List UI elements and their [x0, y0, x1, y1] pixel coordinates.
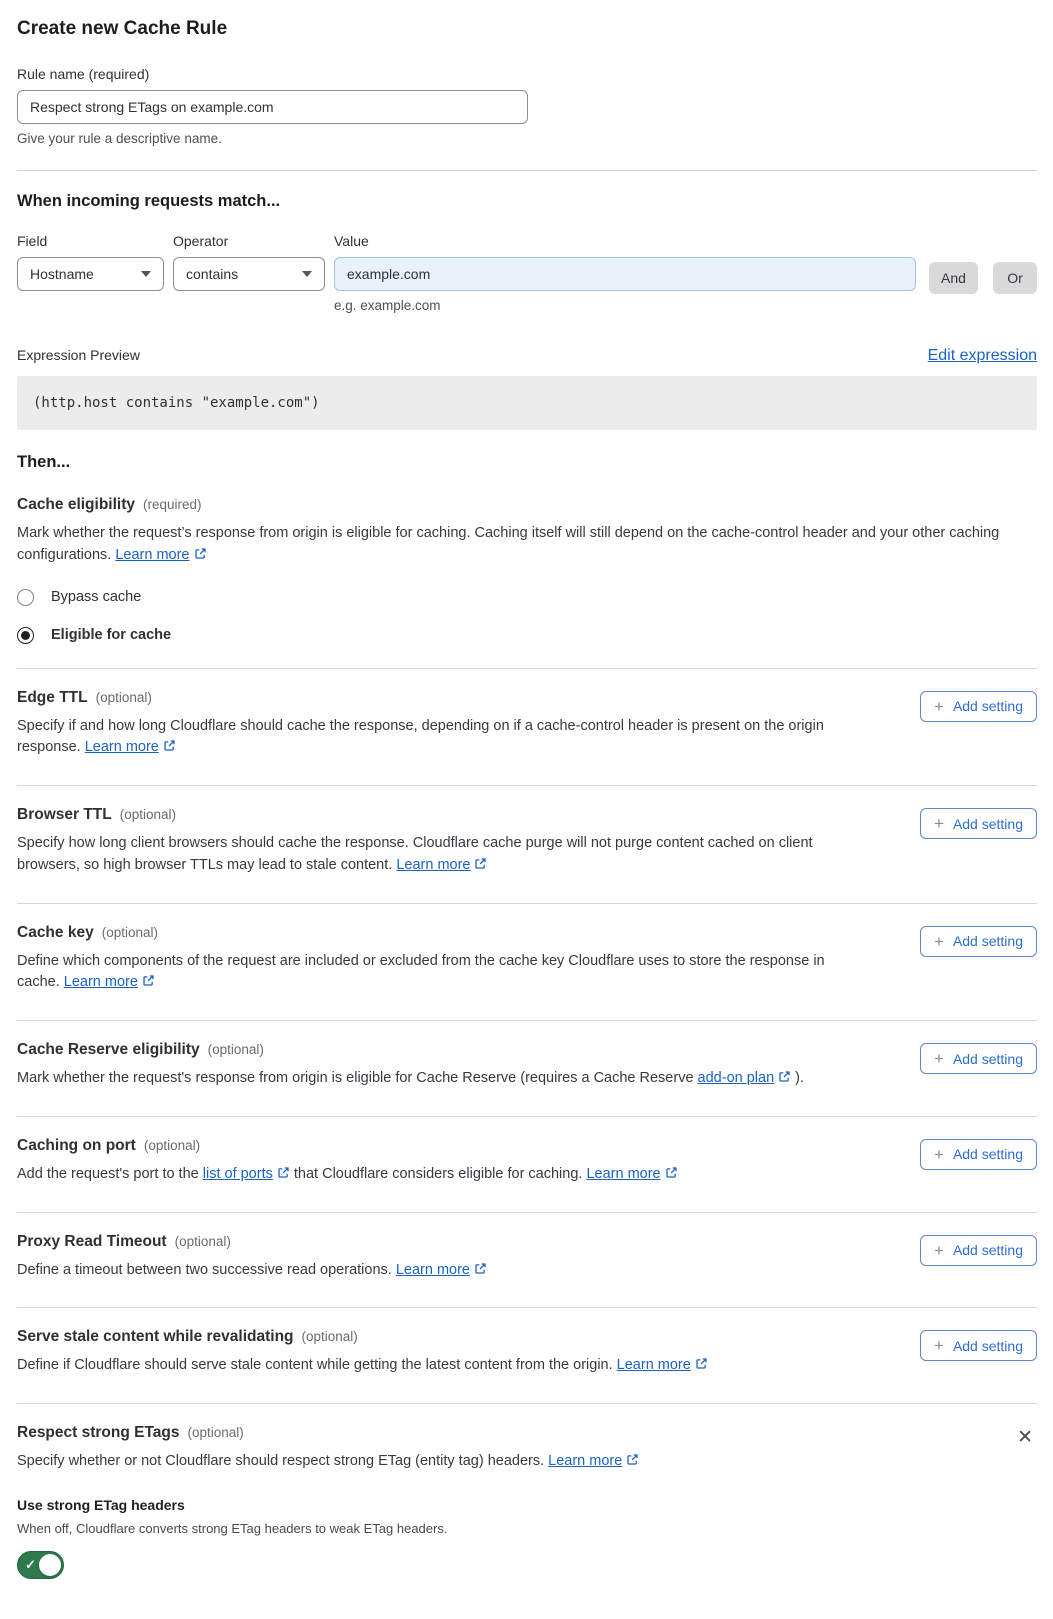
cache-reserve-section: [17, 1021, 1037, 1116]
section-title: Serve stale content while revalidating: [17, 1328, 294, 1346]
section-desc: Specify whether or not Cloudflare should respect strong ETag (entity tag) headers.: [17, 1453, 549, 1469]
edge-ttl-section: [17, 669, 1037, 786]
match-heading: When incoming requests match...: [17, 192, 281, 210]
plus-icon: +: [934, 931, 944, 951]
add-setting-label: Add setting: [952, 1242, 1023, 1258]
add-setting-label: Add setting: [952, 698, 1023, 714]
optional-tag: (optional): [143, 1137, 201, 1153]
add-setting-button[interactable]: [920, 1235, 1037, 1266]
learn-more-link[interactable]: Learn more: [548, 1453, 623, 1469]
match-row: [17, 233, 1037, 313]
radio-label: Bypass cache: [51, 589, 142, 605]
page-title: Create new Cache Rule: [17, 18, 228, 39]
learn-more-link[interactable]: Learn more: [395, 1261, 470, 1278]
optional-tag: (optional): [101, 924, 158, 940]
optional-tag: (optional): [174, 1233, 231, 1249]
section-title: Proxy Read Timeout: [17, 1232, 167, 1250]
section-desc: Define which components of the request are included or excluded from the cache key Cloudflare uses to store the response in cache.: [17, 952, 825, 991]
operator-select[interactable]: [173, 257, 325, 291]
rule-name-helper: Give your rule a descriptive name.: [17, 131, 222, 146]
serve-stale-section: [17, 1308, 1037, 1403]
optional-tag: (optional): [119, 807, 177, 822]
add-on-plan-link[interactable]: add-on plan: [697, 1070, 775, 1086]
external-link-icon: [665, 1165, 678, 1187]
check-icon: ✓: [25, 1556, 36, 1572]
external-link-icon: [163, 738, 176, 760]
field-select-value: Hostname: [30, 266, 94, 282]
rule-name-label: Rule name (required): [17, 66, 150, 82]
optional-tag: (optional): [301, 1329, 358, 1345]
radio-button-icon: [17, 589, 34, 606]
field-label: Field: [17, 233, 48, 249]
external-link-icon: [474, 856, 487, 878]
section-desc: Specify if and how long Cloudflare should cache the response, depending on if a cache-control header is present on the origin response.: [17, 717, 824, 756]
close-icon[interactable]: ✕: [1013, 1426, 1037, 1449]
operator-label: Operator: [173, 233, 229, 249]
section-title: Caching on port: [17, 1136, 136, 1154]
cache-eligibility-section: [17, 496, 1037, 644]
learn-more-link[interactable]: Learn more: [396, 856, 471, 873]
external-link-icon: [778, 1069, 791, 1091]
and-button[interactable]: And: [929, 262, 978, 294]
respect-strong-etags-section: [17, 1404, 1037, 1579]
eligible-for-cache-radio[interactable]: [17, 627, 1037, 644]
plus-icon: +: [934, 814, 944, 833]
learn-more-link[interactable]: Learn more: [63, 974, 138, 991]
section-desc: Add the request's port to the: [17, 1165, 203, 1182]
value-label: Value: [334, 233, 369, 249]
section-desc: Define if Cloudflare should serve stale content while getting the latest content from the origin.: [17, 1357, 617, 1374]
external-link-icon: [695, 1356, 708, 1378]
section-title: Edge TTL: [17, 688, 88, 706]
add-setting-button[interactable]: [920, 1330, 1037, 1361]
learn-more-link[interactable]: Learn more: [616, 1357, 691, 1374]
add-setting-button[interactable]: [920, 1043, 1037, 1074]
optional-tag: (optional): [187, 1425, 244, 1440]
add-setting-button[interactable]: [920, 926, 1037, 957]
learn-more-link[interactable]: Learn more: [84, 739, 159, 756]
plus-icon: +: [934, 1144, 944, 1164]
list-of-ports-link[interactable]: list of ports: [202, 1165, 273, 1182]
chevron-down-icon: [141, 271, 151, 277]
field-select[interactable]: [17, 257, 164, 291]
caching-on-port-section: [17, 1117, 1037, 1212]
external-link-icon: [626, 1452, 639, 1474]
section-title: Cache Reserve eligibility: [17, 1041, 200, 1058]
optional-tag: (optional): [207, 1042, 264, 1057]
add-setting-button[interactable]: [920, 808, 1037, 839]
add-setting-label: Add setting: [952, 1050, 1023, 1067]
radio-label: Eligible for cache: [51, 627, 172, 643]
cache-eligibility-title: Cache eligibility: [17, 496, 136, 513]
external-link-icon: [277, 1165, 290, 1187]
browser-ttl-section: [17, 786, 1037, 903]
edit-expression-link[interactable]: Edit expression: [927, 347, 1037, 364]
strong-etag-toggle[interactable]: [17, 1551, 64, 1579]
use-strong-etag-headers-label: Use strong ETag headers: [17, 1496, 185, 1513]
external-link-icon: [142, 973, 155, 995]
section-desc: Define a timeout between two successive read operations.: [17, 1261, 396, 1278]
section-title: Browser TTL: [17, 806, 112, 823]
cache-key-section: [17, 904, 1037, 1021]
required-tag: (required): [143, 497, 202, 512]
add-setting-label: Add setting: [952, 1337, 1023, 1354]
plus-icon: +: [934, 1336, 944, 1356]
section-desc: Specify how long client browsers should cache the response. Cloudflare cache purge will not purge content cached on client browsers, so high browser TTLs may lead to stale content.: [17, 835, 813, 873]
section-title: Cache key: [17, 923, 94, 941]
expression-preview-code: (http.host contains "example.com"): [17, 376, 1037, 430]
add-setting-label: Add setting: [952, 815, 1023, 832]
add-setting-button[interactable]: [920, 1139, 1037, 1170]
optional-tag: (optional): [95, 689, 152, 705]
expression-preview-label: Expression Preview: [17, 347, 140, 363]
toggle-knob: [39, 1554, 61, 1576]
section-desc-after: ).: [791, 1070, 805, 1086]
or-button[interactable]: Or: [993, 262, 1037, 294]
value-helper: e.g. example.com: [334, 298, 441, 313]
proxy-read-timeout-section: [17, 1213, 1037, 1308]
section-desc: Mark whether the request's response from origin is eligible for Cache Reserve (requires a Cache Reserve: [17, 1070, 698, 1086]
plus-icon: +: [934, 1049, 944, 1068]
section-title: Respect strong ETags: [17, 1424, 180, 1441]
external-link-icon: [194, 546, 207, 568]
add-setting-button[interactable]: [920, 691, 1037, 722]
divider: [17, 170, 1037, 171]
chevron-down-icon: [302, 271, 312, 277]
add-setting-label: Add setting: [952, 1146, 1023, 1163]
rule-name-input[interactable]: [17, 90, 528, 124]
learn-more-link[interactable]: Learn more: [115, 546, 190, 563]
then-heading: Then...: [17, 453, 71, 471]
value-input[interactable]: [334, 257, 916, 291]
plus-icon: +: [934, 696, 944, 716]
add-setting-label: Add setting: [952, 933, 1023, 949]
learn-more-link[interactable]: Learn more: [586, 1165, 661, 1182]
external-link-icon: [474, 1261, 487, 1283]
bypass-cache-radio[interactable]: [17, 589, 1037, 606]
plus-icon: +: [934, 1240, 944, 1260]
operator-select-value: contains: [186, 266, 239, 282]
radio-button-icon: [17, 627, 34, 644]
cache-eligibility-desc: Mark whether the request’s response from origin is eligible for caching. Caching itself will still depend on the cache-control header and your other caching configurations.: [17, 525, 1000, 563]
section-desc-mid: that Cloudflare considers eligible for caching.: [289, 1165, 587, 1182]
use-strong-etag-headers-helper: When off, Cloudflare converts strong ETag headers to weak ETag headers.: [17, 1520, 448, 1536]
